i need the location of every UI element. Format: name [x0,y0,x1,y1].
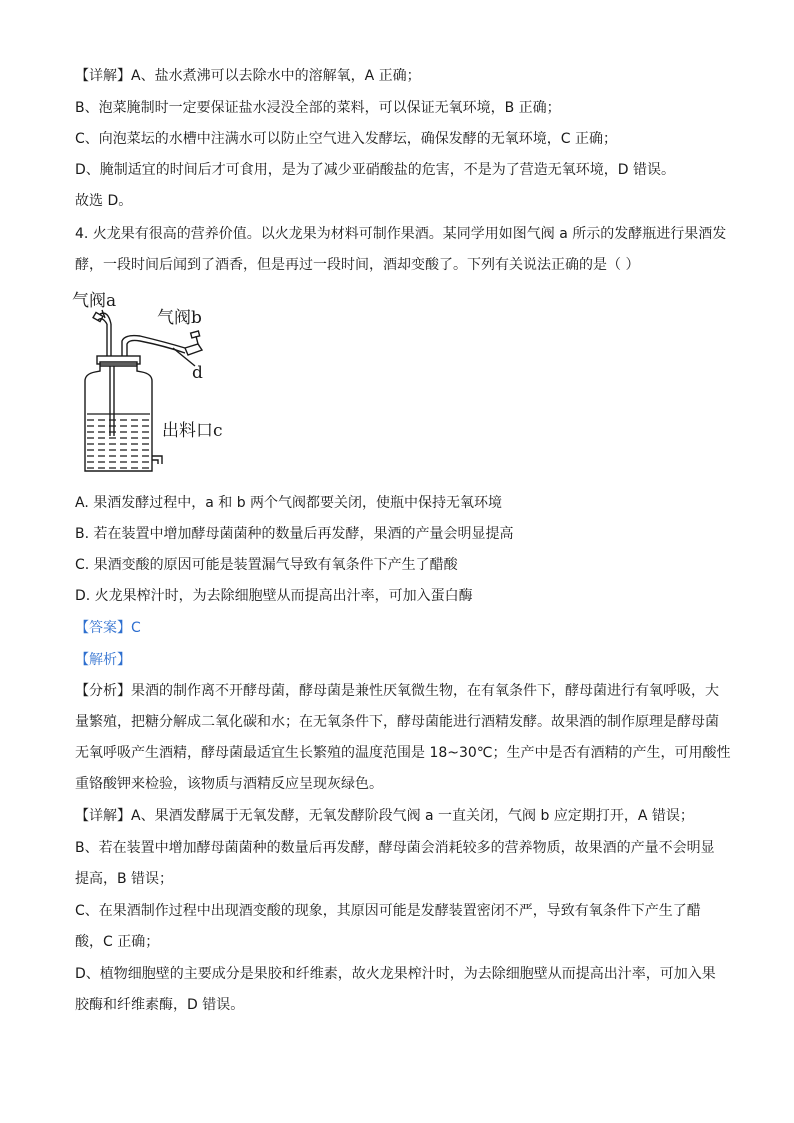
analysis-line-4: 重铬酸钾来检验，该物质与酒精反应呈现灰绿色。 [75,776,383,792]
prev-detail-line-1: 【详解】A、盐水煮沸可以去除水中的溶解氧，A 正确； [75,68,421,84]
detail-line-d1: D、植物细胞壁的主要成分是果胶和纤维素，故火龙果榨汁时，为去除细胞壁从而提高出汁率，可加入果 [75,966,716,982]
question-stem-line-2: 酵，一段时间后闻到了酒香，但是再过一段时间，酒却变酸了。下列有关说法正确的是（ ） [75,257,640,273]
option-b: B. 若在装置中增加酵母菌菌种的数量后再发酵，果酒的产量会明显提高 [75,526,514,542]
analysis-label: 【解析】 [75,652,131,668]
option-d: D. 火龙果榨汁时，为去除细胞壁从而提高出汁率，可加入蛋白酶 [75,588,473,604]
detail-line-d2: 胶酶和纤维素酶，D 错误。 [75,997,245,1013]
label-valve-b: 气阀b [157,308,202,328]
label-tube-d: d [192,363,203,383]
prev-detail-line-2: B、泡菜腌制时一定要保证盐水浸没全部的菜料，可以保证无氧环境，B 正确； [75,100,561,116]
prev-detail-conclusion: 故选 D。 [75,193,133,209]
fermentation-bottle-figure [70,286,285,481]
prev-detail-line-4: D、腌制适宜的时间后才可食用，是为了减少亚硝酸盐的危害，不是为了营造无氧环境，D 错误。 [75,162,676,178]
label-valve-a: 气阀a [72,291,117,311]
prev-detail-line-3: C、向泡菜坛的水槽中注满水可以防止空气进入发酵坛，确保发酵的无氧环境，C 正确； [75,131,617,147]
option-a: A. 果酒发酵过程中，a 和 b 两个气阀都要关闭，使瓶中保持无氧环境 [75,495,503,511]
answer-label: 【答案】C [75,620,141,636]
question-stem-line-1: 4. 火龙果有很高的营养价值。以火龙果为材料可制作果酒。某同学用如图气阀 a 所示的发酵瓶进行果酒发 [75,226,727,242]
label-outlet-c: 出料口c [162,421,223,441]
detail-line-b1: B、若在装置中增加酵母菌菌种的数量后再发酵，酵母菌会消耗较多的营养物质，故果酒的产量不会明显 [75,840,715,856]
detail-line-b2: 提高，B 错误； [75,871,174,887]
bottle-outline [85,362,152,471]
analysis-line-3: 无氧呼吸产生酒精，酵母菌最适宜生长繁殖的温度范围是 18~30℃；生产中是否有酒精的产生，可用酸性 [75,745,731,761]
analysis-line-2: 量繁殖，把糖分解成二氧化碳和水；在无氧条件下，酵母菌能进行酒精发酵。故果酒的制作原理是酵母菌 [75,714,719,730]
analysis-line-1: 【分析】果酒的制作离不开酵母菌，酵母菌是兼性厌氧微生物，在有氧条件下，酵母菌进行有氧呼吸，大 [75,683,719,699]
detail-line-c2: 酸，C 正确； [75,934,160,950]
liquid-level [87,414,150,468]
detail-line-c1: C、在果酒制作过程中出现酒变酸的现象，其原因可能是发酵装置密闭不严，导致有氧条件下产生了醋 [75,903,701,919]
option-c: C. 果酒变酸的原因可能是装置漏气导致有氧条件下产生了醋酸 [75,557,458,573]
stopper [97,356,140,364]
detail-line-a: 【详解】A、果酒发酵属于无氧发酵，无氧发酵阶段气阀 a 一直关闭，气阀 b 应定期打开，A 错误； [75,808,694,824]
